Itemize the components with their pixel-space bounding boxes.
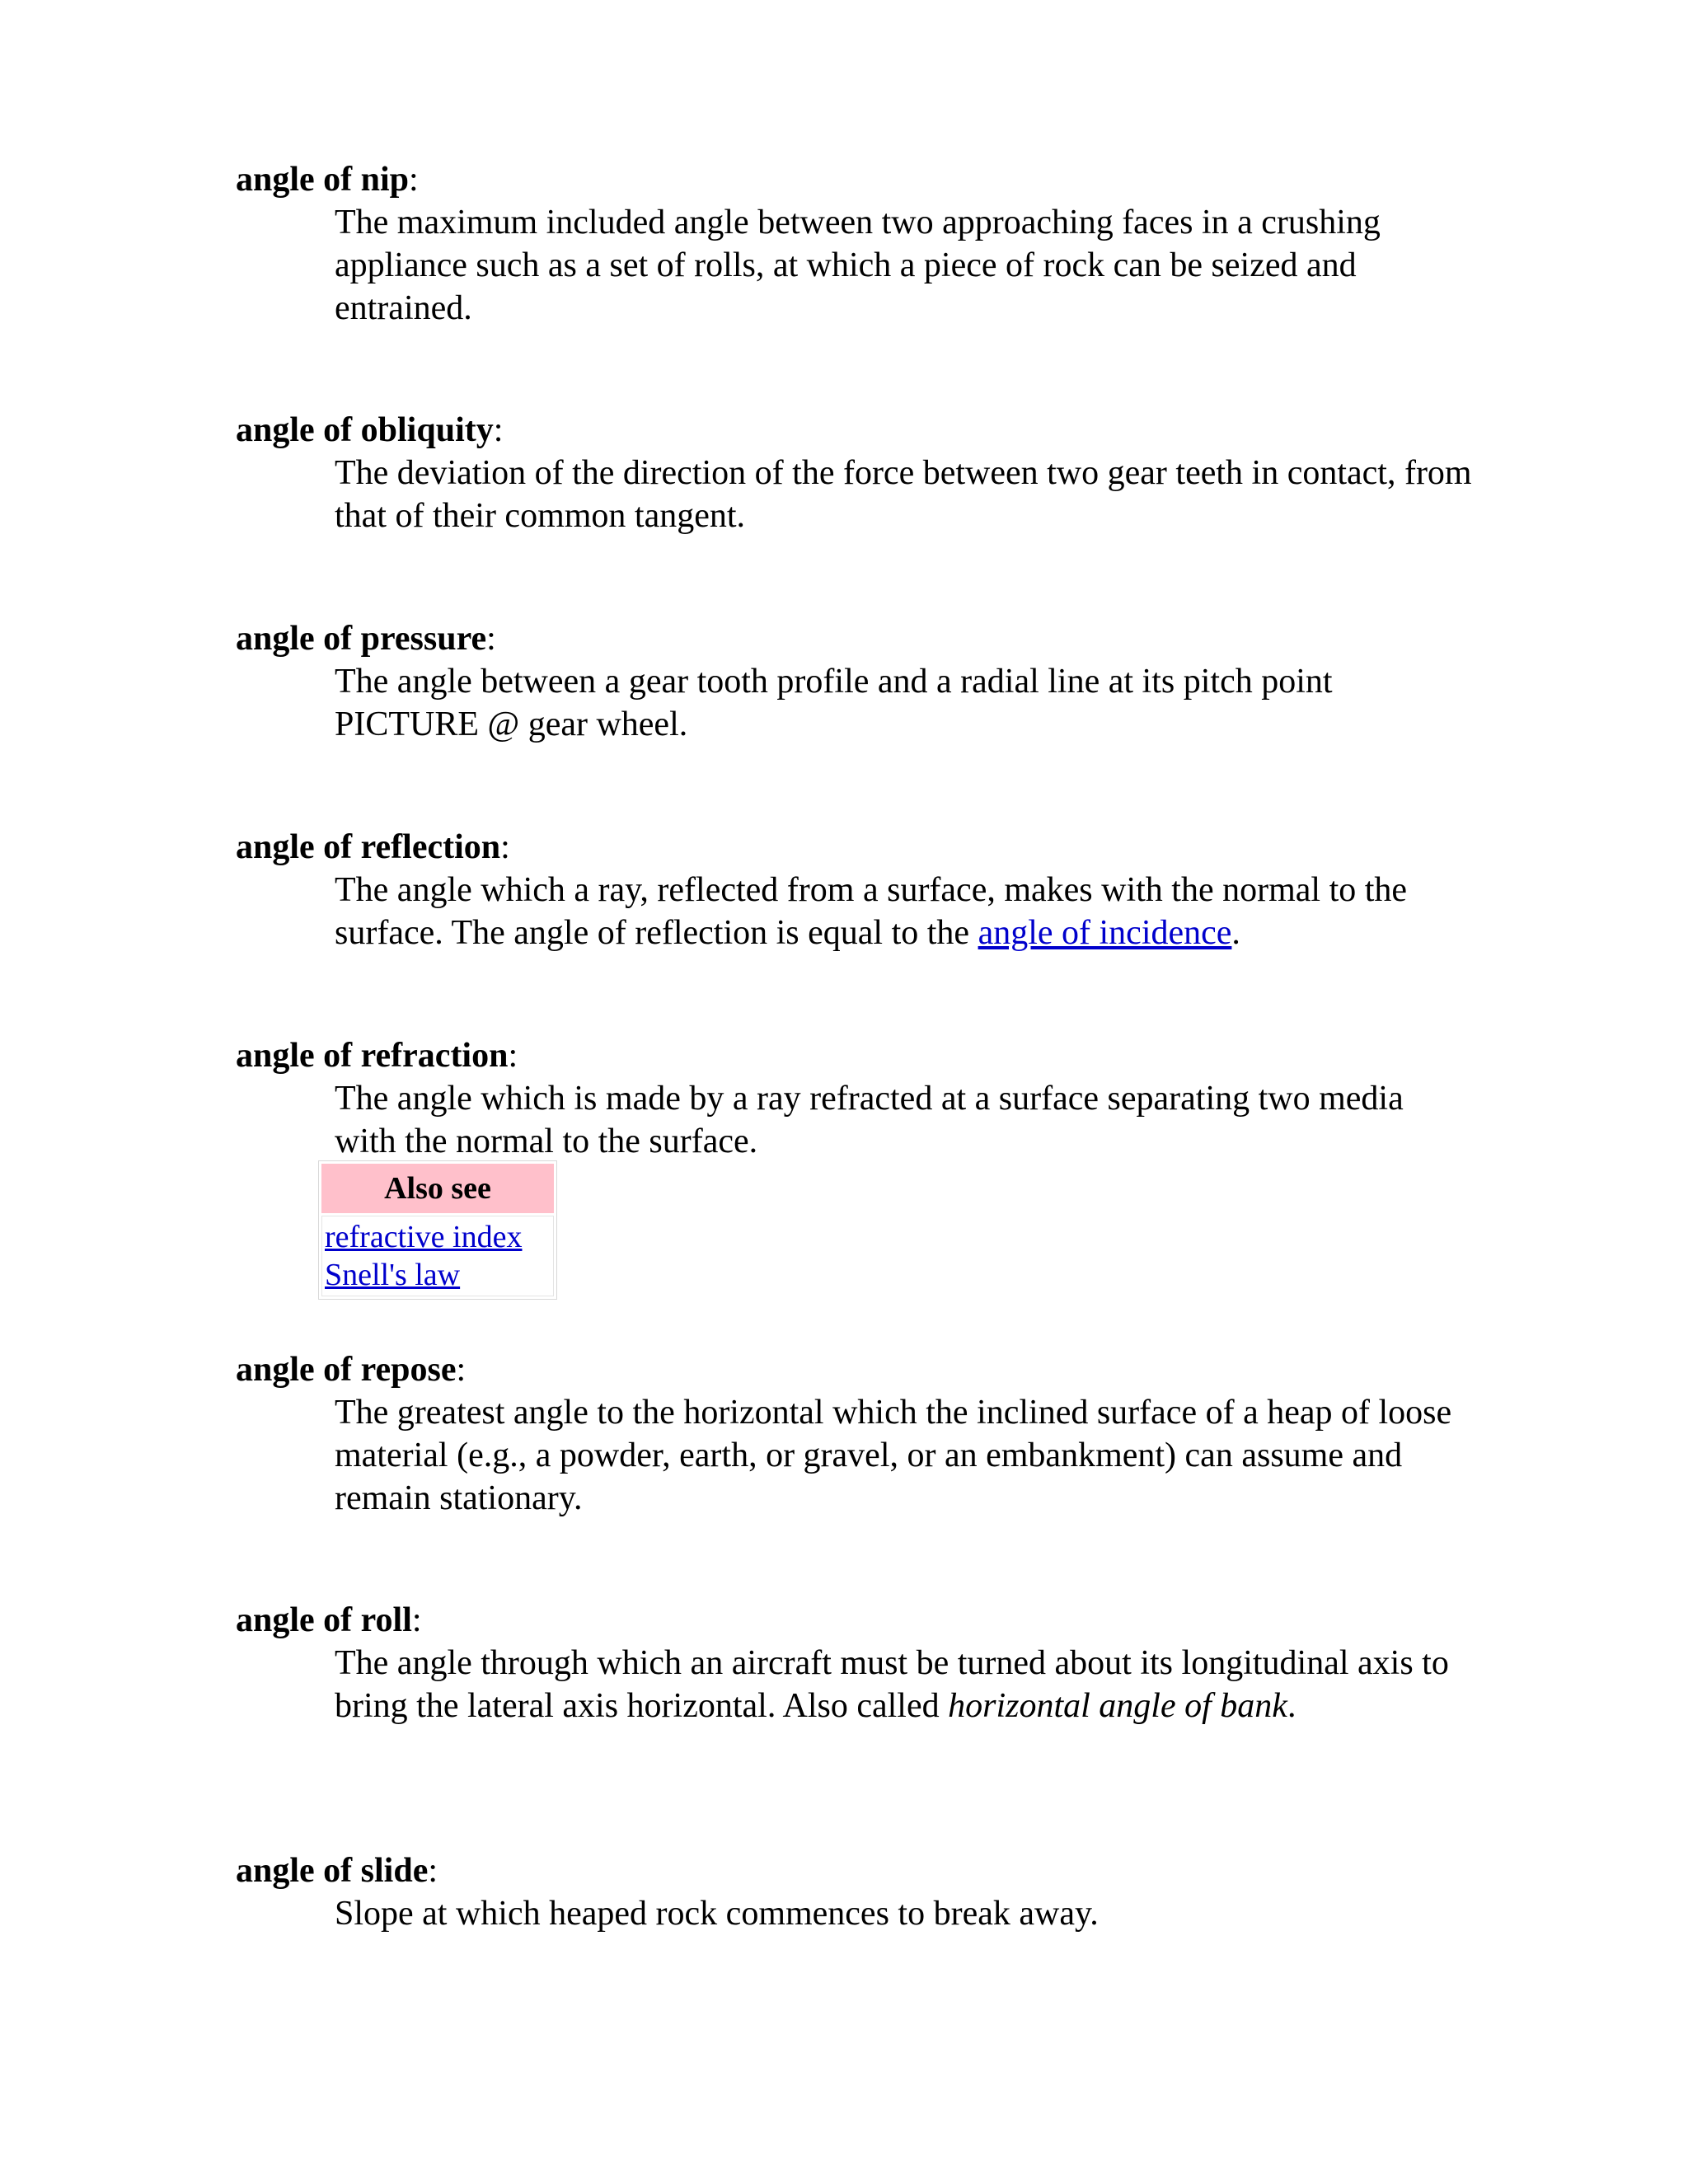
glossary-entry-angle-of-repose — [236, 1348, 1472, 1520]
term-definition: The maximum included angle between two approaching faces in a crushing appliance such as a set of rolls, at which a piece of rock can be seized and entrained. — [335, 204, 1381, 327]
term-definition: The angle which is made by a ray refracted at a surface separating two media with the normal to the surface. — [335, 1080, 1404, 1160]
definition-end: . — [1231, 914, 1240, 952]
term-colon: : — [493, 411, 504, 449]
term-definition — [335, 869, 1472, 954]
term-heading: angle of obliquity — [236, 411, 494, 449]
term-colon: : — [428, 1852, 438, 1890]
term-definition: Slope at which heaped rock commences to break away. — [335, 1895, 1099, 1933]
glossary-entry-angle-of-roll — [236, 1599, 1472, 1727]
term-definition: The deviation of the direction of the force between two gear teeth in contact, from that of their common tangent. — [335, 454, 1472, 535]
glossary-entry-angle-of-pressure — [236, 617, 1472, 746]
term-definition: The greatest angle to the horizontal which the inclined surface of a heap of loose material (e.g., a powder, earth, or gravel, or an embankment) can assume and remain stationary. — [335, 1394, 1452, 1517]
glossary-entry-angle-of-obliquity — [236, 409, 1472, 537]
term-definition — [335, 1642, 1472, 1727]
angle-of-incidence-link[interactable]: angle of incidence — [978, 914, 1232, 952]
definition-text: The angle through which an aircraft must be turned about its longitudinal axis to bring the lateral axis horizontal. Also called — [335, 1644, 1449, 1725]
term-colon: : — [411, 1601, 422, 1639]
alternate-term: horizontal angle of bank — [948, 1687, 1287, 1725]
also-see-box — [318, 1160, 557, 1300]
term-colon: : — [500, 828, 510, 866]
definition-end: . — [1287, 1687, 1296, 1725]
term-heading: angle of roll — [236, 1601, 412, 1639]
snells-law-link[interactable]: Snell's law — [325, 1258, 461, 1292]
term-colon: : — [508, 1037, 518, 1075]
term-definition: The angle between a gear tooth profile and a radial line at its pitch point PICTURE @ gear wheel. — [335, 663, 1333, 743]
term-colon: : — [456, 1351, 467, 1389]
term-colon: : — [486, 620, 496, 658]
term-heading: angle of slide — [236, 1852, 429, 1890]
glossary-entry-angle-of-slide — [236, 1849, 1472, 1935]
glossary-entry-angle-of-nip — [236, 158, 1472, 330]
term-heading: angle of pressure — [236, 620, 487, 658]
also-see-list — [321, 1216, 554, 1296]
term-heading: angle of repose — [236, 1351, 457, 1389]
also-see-header: Also see — [321, 1164, 554, 1213]
glossary-entry-angle-of-refraction — [236, 1034, 1472, 1163]
term-heading: angle of reflection — [236, 828, 501, 866]
definition-text: The angle which a ray, reflected from a surface, makes with the normal to the surface. The angle of reflection is equal to the — [335, 871, 1408, 952]
glossary-entry-angle-of-reflection — [236, 826, 1472, 954]
term-heading: angle of nip — [236, 161, 410, 199]
term-colon: : — [409, 161, 419, 199]
refractive-index-link[interactable]: refractive index — [325, 1220, 523, 1254]
term-heading: angle of refraction — [236, 1037, 509, 1075]
